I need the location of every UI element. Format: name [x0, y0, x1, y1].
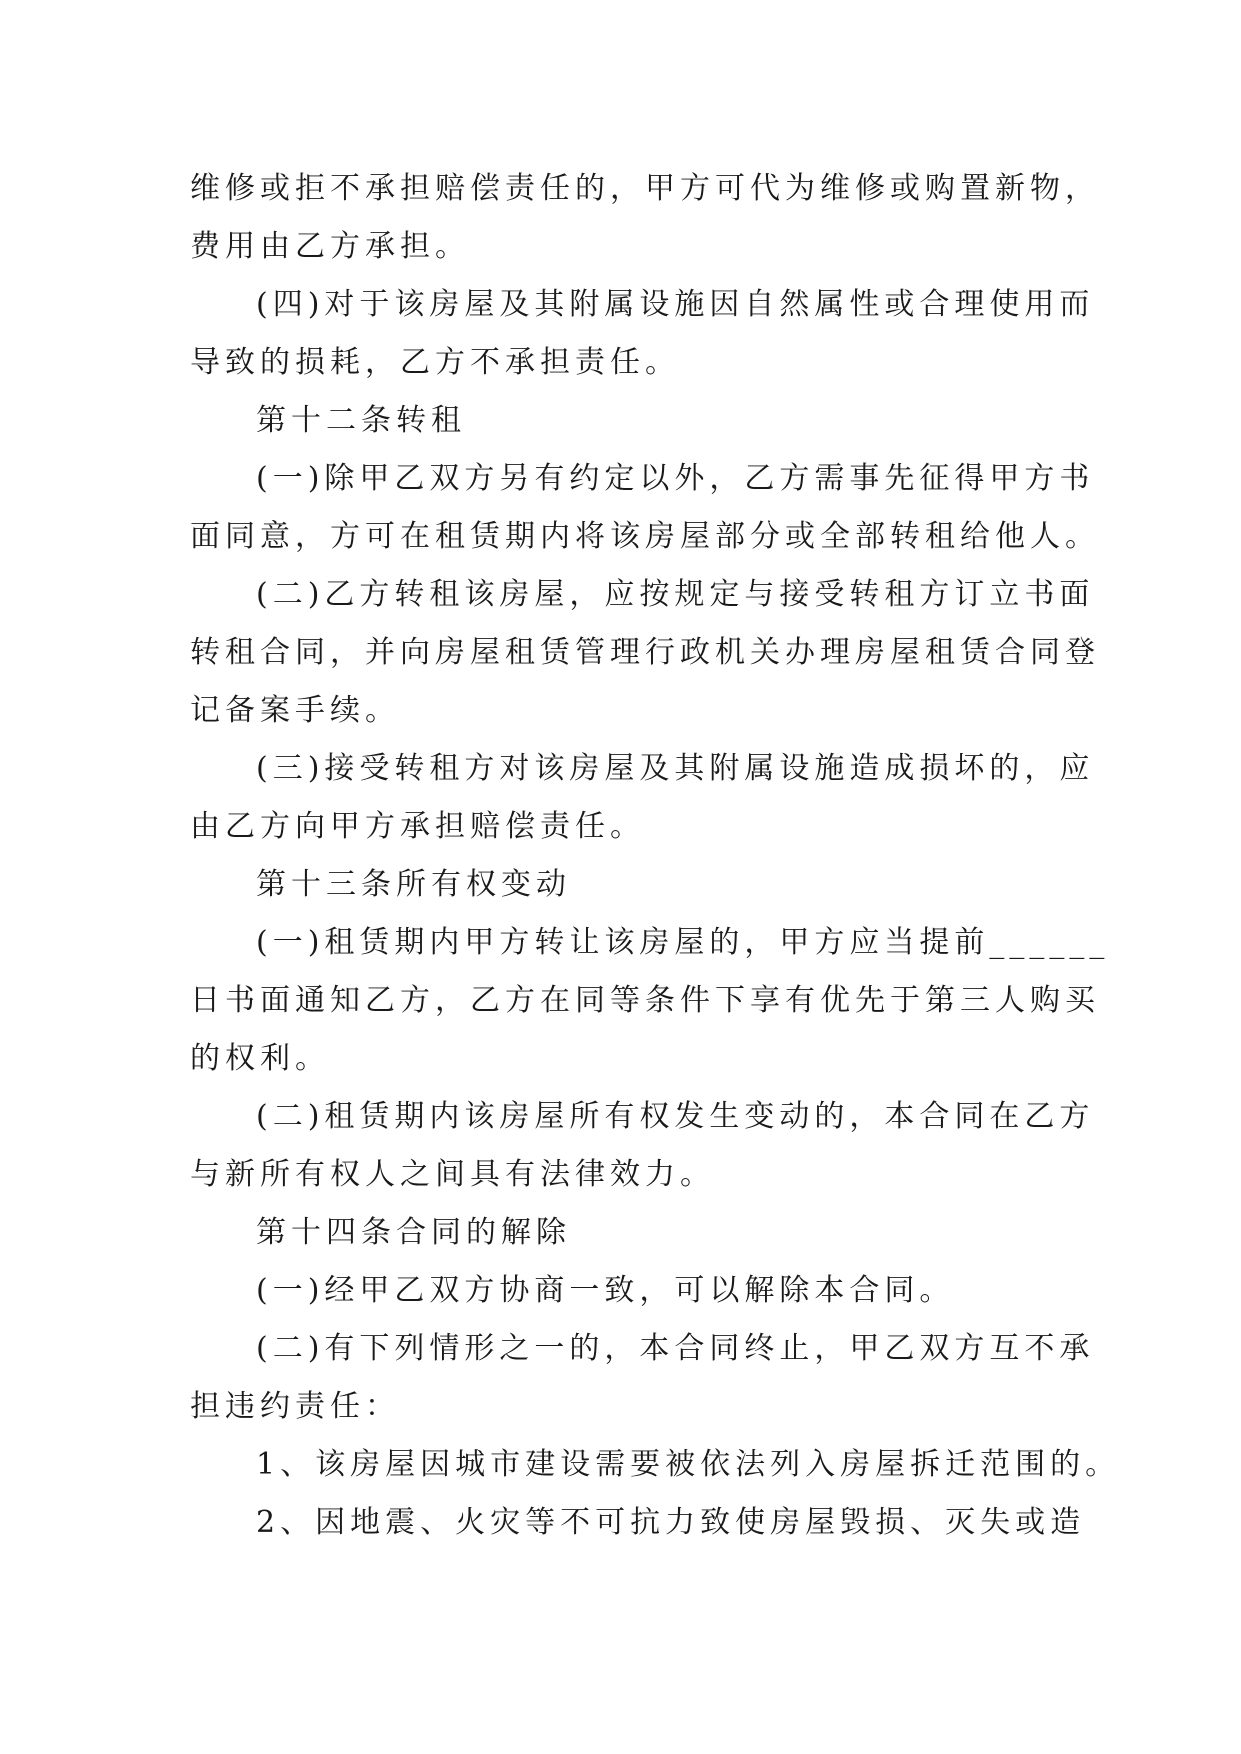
document-text-line: (一)租赁期内甲方转让该房屋的，甲方应当提前______: [256, 925, 1110, 960]
document-text-line: (二)有下列情形之一的，本合同终止，甲乙双方互不承: [256, 1331, 1095, 1366]
document-text-line: 费用由乙方承担。: [190, 229, 470, 264]
document-body: [190, 160, 1121, 1552]
document-text-line: 记备案手续。: [190, 693, 400, 728]
document-text-line: 日书面通知乙方，乙方在同等条件下享有优先于第三人购买: [190, 983, 1100, 1018]
document-text-line: 面同意，方可在租赁期内将该房屋部分或全部转租给他人。: [190, 519, 1100, 554]
document-text-line: 第十三条所有权变动: [256, 867, 571, 902]
document-text-line: (二)租赁期内该房屋所有权发生变动的，本合同在乙方: [256, 1099, 1095, 1134]
document-text-line: 维修或拒不承担赔偿责任的，甲方可代为维修或购置新物，: [190, 171, 1100, 206]
document-text-line: 2、因地震、火灾等不可抗力致使房屋毁损、灭失或造: [256, 1505, 1086, 1540]
document-text-line: 转租合同，并向房屋租赁管理行政机关办理房屋租赁合同登: [190, 635, 1100, 670]
document-text-line: 第十四条合同的解除: [256, 1215, 571, 1250]
document-text-line: (二)乙方转租该房屋，应按规定与接受转租方订立书面: [256, 577, 1095, 612]
document-text-line: 由乙方向甲方承担赔偿责任。: [190, 809, 645, 844]
document-text-line: 担违约责任：: [190, 1389, 400, 1424]
document-text-line: 第十二条转租: [256, 403, 466, 438]
document-text-line: 1、该房屋因城市建设需要被依法列入房屋拆迁范围的。: [256, 1447, 1121, 1482]
document-text-line: 与新所有权人之间具有法律效力。: [190, 1157, 715, 1192]
document-text-line: 的权利。: [190, 1041, 330, 1076]
document-text-line: (四)对于该房屋及其附属设施因自然属性或合理使用而: [256, 287, 1095, 322]
document-text-line: (一)除甲乙双方另有约定以外，乙方需事先征得甲方书: [256, 461, 1095, 496]
document-text-line: (三)接受转租方对该房屋及其附属设施造成损坏的，应: [256, 751, 1095, 786]
document-text-line: (一)经甲乙双方协商一致，可以解除本合同。: [256, 1273, 955, 1308]
document-text-line: 导致的损耗，乙方不承担责任。: [190, 345, 680, 380]
